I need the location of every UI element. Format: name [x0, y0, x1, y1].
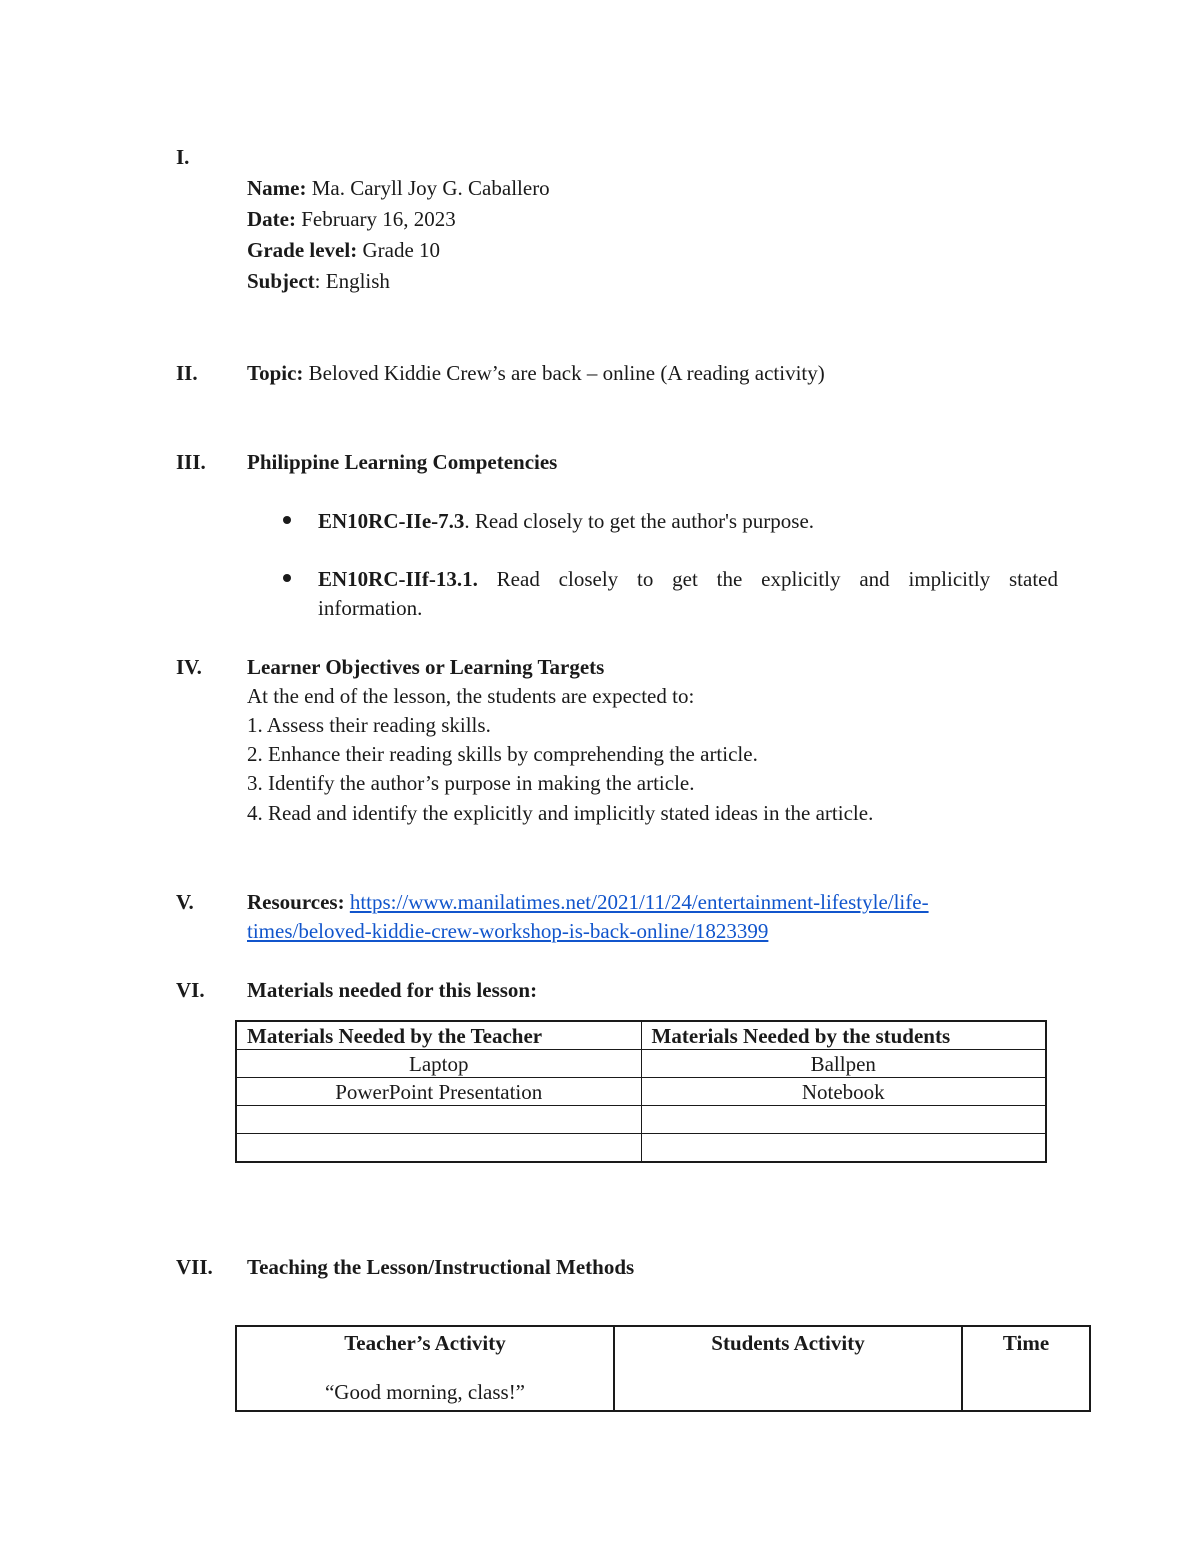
table-cell: Laptop [236, 1050, 641, 1078]
name-label: Name: [247, 176, 307, 200]
students-activity-cell [614, 1326, 962, 1411]
objectives-heading: Learner Objectives or Learning Targets [247, 655, 605, 679]
topic-line [247, 361, 825, 386]
table-cell [236, 1106, 641, 1134]
grade-value: Grade 10 [362, 238, 441, 262]
student-materials-header: Materials Needed by the students [641, 1021, 1046, 1050]
section-numeral-3: III. [176, 450, 206, 474]
topic-label: Topic: [247, 361, 304, 385]
table-cell [641, 1106, 1046, 1134]
table-row [236, 1326, 1090, 1411]
grade-label: Grade level: [247, 238, 358, 262]
students-activity-header: Students Activity [711, 1331, 865, 1355]
competencies-heading: Philippine Learning Competencies [247, 450, 558, 474]
table-cell [641, 1134, 1046, 1163]
time-header: Time [1002, 1331, 1050, 1355]
objective-item: 1. Assess their reading skills. [247, 713, 491, 737]
materials-table [235, 1020, 1047, 1163]
table-row [236, 1050, 1046, 1078]
resources-label: Resources: [247, 890, 345, 914]
subject-value: : English [314, 269, 390, 293]
resources-line [247, 890, 929, 915]
subject-line [247, 269, 390, 294]
competency-code: EN10RC-IIe-7.3 [318, 509, 465, 533]
competency-code: EN10RC-IIf-13.1. [318, 567, 478, 591]
name-value: Ma. Caryll Joy G. Caballero [311, 176, 550, 200]
section-numeral-6: VI. [176, 978, 205, 1002]
activity-table [235, 1325, 1091, 1412]
objective-item: 3. Identify the author’s purpose in making the article. [247, 771, 695, 795]
methods-heading: Teaching the Lesson/Instructional Methods [247, 1255, 635, 1279]
teacher-greeting: “Good morning, class!” [324, 1380, 526, 1404]
section-numeral-2: II. [176, 361, 198, 385]
section-numeral-7: VII. [176, 1255, 213, 1279]
subject-label: Subject [247, 269, 315, 293]
date-value: February 16, 2023 [301, 207, 456, 231]
teacher-materials-header: Materials Needed by the Teacher [236, 1021, 641, 1050]
topic-value: Beloved Kiddie Crew’s are back – online (A reading activity) [308, 361, 825, 385]
table-cell: Notebook [641, 1078, 1046, 1106]
section-numeral-1: I. [176, 145, 190, 169]
table-row [236, 1106, 1046, 1134]
bullet-icon [283, 574, 291, 582]
table-cell: PowerPoint Presentation [236, 1078, 641, 1106]
table-header-row [236, 1021, 1046, 1050]
competency-item [318, 567, 1058, 592]
competency-text-continued: information. [318, 596, 423, 620]
objective-item: 4. Read and identify the explicitly and implicitly stated ideas in the article. [247, 801, 874, 825]
table-row [236, 1134, 1046, 1163]
bullet-icon [283, 516, 291, 524]
section-numeral-5: V. [176, 890, 194, 914]
teacher-activity-header: Teacher’s Activity [344, 1331, 506, 1355]
table-row [236, 1078, 1046, 1106]
competency-text: Read closely to get the explicitly and implicitly stated [477, 567, 1058, 591]
date-line [247, 207, 456, 232]
name-line [247, 176, 550, 201]
competency-item [318, 509, 814, 534]
table-cell [236, 1134, 641, 1163]
time-cell [962, 1326, 1090, 1411]
materials-heading: Materials needed for this lesson: [247, 978, 538, 1002]
section-numeral-4: IV. [176, 655, 202, 679]
date-label: Date: [247, 207, 296, 231]
objectives-intro: At the end of the lesson, the students are expected to: [247, 684, 695, 708]
teacher-activity-cell [236, 1326, 614, 1411]
resource-link-continued[interactable]: times/beloved-kiddie-crew-workshop-is-back-online/1823399 [247, 919, 769, 943]
resource-link[interactable]: https://www.manilatimes.net/2021/11/24/entertainment-lifestyle/life- [349, 890, 929, 914]
objective-item: 2. Enhance their reading skills by comprehending the article. [247, 742, 758, 766]
competency-text: . Read closely to get the author's purpose. [464, 509, 815, 533]
grade-line [247, 238, 440, 263]
table-cell: Ballpen [641, 1050, 1046, 1078]
resources-line-2 [247, 919, 768, 944]
